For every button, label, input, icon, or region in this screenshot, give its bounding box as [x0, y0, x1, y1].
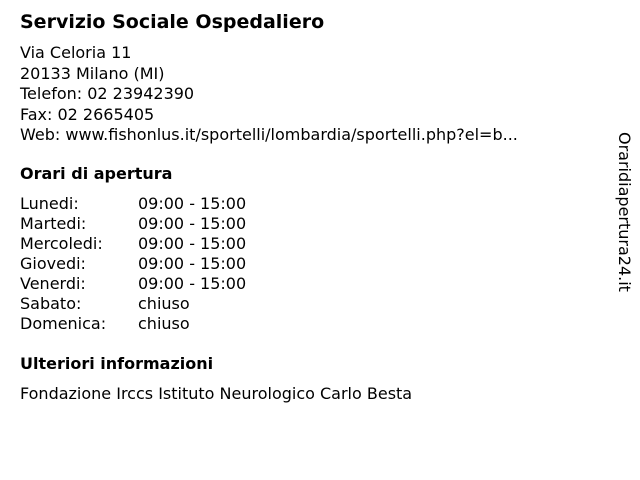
hours-row — [20, 234, 320, 254]
hours-row — [20, 314, 320, 334]
street-address: Via Celoria 11 — [20, 43, 132, 62]
hours-row — [20, 254, 320, 274]
hours-row — [20, 294, 320, 314]
time-value: 09:00 - 15:00 — [138, 214, 247, 233]
time-value: 09:00 - 15:00 — [138, 274, 247, 293]
hours-row — [20, 274, 320, 294]
further-info-text: Fondazione Irccs Istituto Neurologico Carlo Besta — [20, 384, 413, 403]
contact-block — [20, 43, 518, 146]
day-label: Sabato: — [20, 294, 82, 313]
hours-row — [20, 214, 320, 234]
website-link[interactable]: Web: www.fishonlus.it/sportelli/lombardia/sportelli.php?el=b... — [20, 125, 518, 144]
day-label: Mercoledi: — [20, 234, 103, 253]
time-value: chiuso — [138, 314, 190, 333]
hours-row — [20, 194, 320, 214]
fax-number: Fax: 02 2665405 — [20, 104, 155, 124]
time-value: 09:00 - 15:00 — [138, 254, 247, 273]
time-value: 09:00 - 15:00 — [138, 194, 247, 213]
time-value: 09:00 - 15:00 — [138, 234, 247, 253]
day-label: Martedi: — [20, 214, 87, 233]
day-label: Lunedi: — [20, 194, 79, 213]
day-label: Giovedi: — [20, 254, 86, 273]
opening-hours-table — [20, 194, 320, 334]
phone-number: Telefon: 02 23942390 — [20, 84, 195, 103]
day-label: Domenica: — [20, 314, 107, 333]
day-label: Venerdi: — [20, 274, 86, 293]
further-info-heading: Ulteriori informazioni — [20, 354, 214, 373]
brand-watermark: Oraridiapertura24.it — [615, 132, 634, 292]
opening-hours-heading: Orari di apertura — [20, 164, 173, 183]
time-value: chiuso — [138, 294, 190, 313]
page-title: Servizio Sociale Ospedaliero — [20, 11, 325, 33]
city-address: 20133 Milano (MI) — [20, 63, 165, 83]
